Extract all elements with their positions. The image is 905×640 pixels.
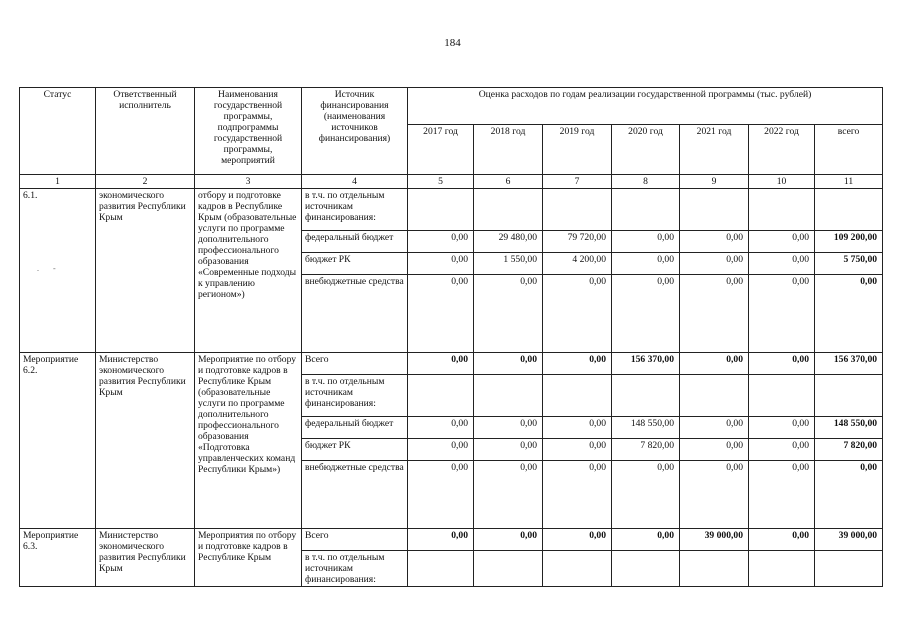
row-value — [474, 375, 543, 417]
header-year: 2018 год — [474, 125, 543, 175]
row-responsible: Министерство экономического развития Республики Крым — [96, 529, 195, 587]
row-value: 0,00 — [474, 417, 543, 439]
header-responsible: Ответственный исполнитель — [96, 88, 195, 175]
row-funding-source: в т.ч. по отдельным источникам финансирования: — [302, 551, 408, 587]
header-estimate: Оценка расходов по годам реализации государственной программы (тыс. рублей) — [408, 88, 883, 125]
row-status: Мероприятие 6.2. — [20, 353, 96, 529]
column-number: 8 — [612, 175, 680, 189]
row-value — [543, 375, 612, 417]
row-value: 0,00 — [543, 353, 612, 375]
row-value: 0,00 — [749, 231, 815, 253]
row-value — [680, 375, 749, 417]
budget-table — [19, 87, 883, 587]
row-funding-source: федеральный бюджет — [302, 231, 408, 253]
row-value: 0,00 — [474, 439, 543, 461]
row-funding-source: Всего — [302, 353, 408, 375]
row-value: 0,00 — [680, 439, 749, 461]
row-program-name: отбору и подготовке кадров в Республике Крым (образовательные услуги по программе дополнительного профессионального образования «Современные подходы к управлению регионом») — [195, 189, 302, 353]
row-funding-source: Всего — [302, 529, 408, 551]
row-value — [612, 551, 680, 587]
header-year: 2019 год — [543, 125, 612, 175]
row-value — [543, 189, 612, 231]
header-status: Статус — [20, 88, 96, 175]
row-value: 0,00 — [612, 253, 680, 275]
row-funding-source: бюджет РК — [302, 439, 408, 461]
page-number: 184 — [444, 37, 461, 49]
row-value: 0,00 — [408, 461, 474, 529]
column-number: 5 — [408, 175, 474, 189]
row-funding-source: в т.ч. по отдельным источникам финансирования: — [302, 189, 408, 231]
table-row — [20, 529, 883, 551]
header-year: 2020 год — [612, 125, 680, 175]
row-value — [815, 551, 883, 587]
row-value: 0,00 — [749, 417, 815, 439]
row-value: 0,00 — [543, 439, 612, 461]
scan-artifact: . - — [37, 264, 62, 273]
row-value: 0,00 — [612, 275, 680, 353]
row-value: 7 820,00 — [612, 439, 680, 461]
row-value: 29 480,00 — [474, 231, 543, 253]
row-value: 0,00 — [474, 275, 543, 353]
row-value: 0,00 — [749, 529, 815, 551]
column-number: 3 — [195, 175, 302, 189]
row-value: 5 750,00 — [815, 253, 883, 275]
table-row — [20, 189, 883, 231]
row-value: 0,00 — [408, 439, 474, 461]
row-value: 0,00 — [408, 231, 474, 253]
row-value: 0,00 — [749, 461, 815, 529]
row-value — [680, 551, 749, 587]
row-value: 0,00 — [408, 417, 474, 439]
row-value: 39 000,00 — [680, 529, 749, 551]
row-value: 1 550,00 — [474, 253, 543, 275]
row-program-name: Мероприятия по отбору и подготовке кадров в Республике Крым — [195, 529, 302, 587]
row-funding-source: внебюджетные средства — [302, 275, 408, 353]
row-value: 0,00 — [680, 253, 749, 275]
row-value: 0,00 — [612, 231, 680, 253]
row-funding-source: бюджет РК — [302, 253, 408, 275]
row-value — [408, 189, 474, 231]
row-value: 156 370,00 — [815, 353, 883, 375]
header-year: 2021 год — [680, 125, 749, 175]
row-value: 0,00 — [543, 417, 612, 439]
row-value — [749, 189, 815, 231]
row-value — [680, 189, 749, 231]
row-value — [815, 375, 883, 417]
column-number: 1 — [20, 175, 96, 189]
row-value — [408, 551, 474, 587]
column-number: 4 — [302, 175, 408, 189]
row-value: 0,00 — [680, 417, 749, 439]
header-year: 2022 год — [749, 125, 815, 175]
row-value — [474, 551, 543, 587]
row-value: 0,00 — [612, 529, 680, 551]
column-number: 10 — [749, 175, 815, 189]
row-value — [408, 375, 474, 417]
column-number: 6 — [474, 175, 543, 189]
row-value — [543, 551, 612, 587]
row-value: 0,00 — [749, 275, 815, 353]
row-value: 0,00 — [680, 231, 749, 253]
header-source: Источник финансирования (наименования источников финансирования) — [302, 88, 408, 175]
row-value: 0,00 — [474, 353, 543, 375]
row-value: 0,00 — [408, 253, 474, 275]
row-responsible: Министерство экономического развития Республики Крым — [96, 353, 195, 529]
header-year: всего — [815, 125, 883, 175]
row-value — [612, 189, 680, 231]
row-funding-source: внебюджетные средства — [302, 461, 408, 529]
row-value: 79 720,00 — [543, 231, 612, 253]
row-value — [612, 375, 680, 417]
row-funding-source: федеральный бюджет — [302, 417, 408, 439]
row-value: 0,00 — [680, 461, 749, 529]
row-value: 156 370,00 — [612, 353, 680, 375]
row-status: Мероприятие 6.3. — [20, 529, 96, 587]
row-value — [815, 189, 883, 231]
row-program-name: Мероприятие по отбору и подготовке кадров в Республике Крым (образовательные услуги по программе дополнительного профессионального образования «Подготовка управленческих команд Республики Крым») — [195, 353, 302, 529]
row-funding-source: в т.ч. по отдельным источникам финансирования: — [302, 375, 408, 417]
row-value: 0,00 — [680, 275, 749, 353]
row-value: 148 550,00 — [612, 417, 680, 439]
row-value — [749, 375, 815, 417]
row-value: 0,00 — [680, 353, 749, 375]
row-value: 0,00 — [408, 353, 474, 375]
header-year: 2017 год — [408, 125, 474, 175]
row-value — [474, 189, 543, 231]
column-number: 2 — [96, 175, 195, 189]
row-value: 7 820,00 — [815, 439, 883, 461]
row-value: 0,00 — [543, 529, 612, 551]
row-value: 0,00 — [815, 275, 883, 353]
row-value: 4 200,00 — [543, 253, 612, 275]
row-value: 109 200,00 — [815, 231, 883, 253]
row-value: 0,00 — [815, 461, 883, 529]
table-row — [20, 353, 883, 375]
row-value: 0,00 — [474, 461, 543, 529]
header-program-name: Наименования государственной программы, подпрограммы государственной программы, мероприятий — [195, 88, 302, 175]
column-number: 9 — [680, 175, 749, 189]
row-value: 0,00 — [408, 529, 474, 551]
row-value: 0,00 — [612, 461, 680, 529]
row-value: 0,00 — [543, 461, 612, 529]
row-value: 0,00 — [749, 253, 815, 275]
row-status: 6.1. — [20, 189, 96, 353]
row-value: 39 000,00 — [815, 529, 883, 551]
column-number: 11 — [815, 175, 883, 189]
row-responsible: экономического развития Республики Крым — [96, 189, 195, 353]
row-value: 0,00 — [408, 275, 474, 353]
row-value: 148 550,00 — [815, 417, 883, 439]
column-number: 7 — [543, 175, 612, 189]
row-value — [749, 551, 815, 587]
row-value: 0,00 — [474, 529, 543, 551]
row-value: 0,00 — [543, 275, 612, 353]
row-value: 0,00 — [749, 439, 815, 461]
row-value: 0,00 — [749, 353, 815, 375]
